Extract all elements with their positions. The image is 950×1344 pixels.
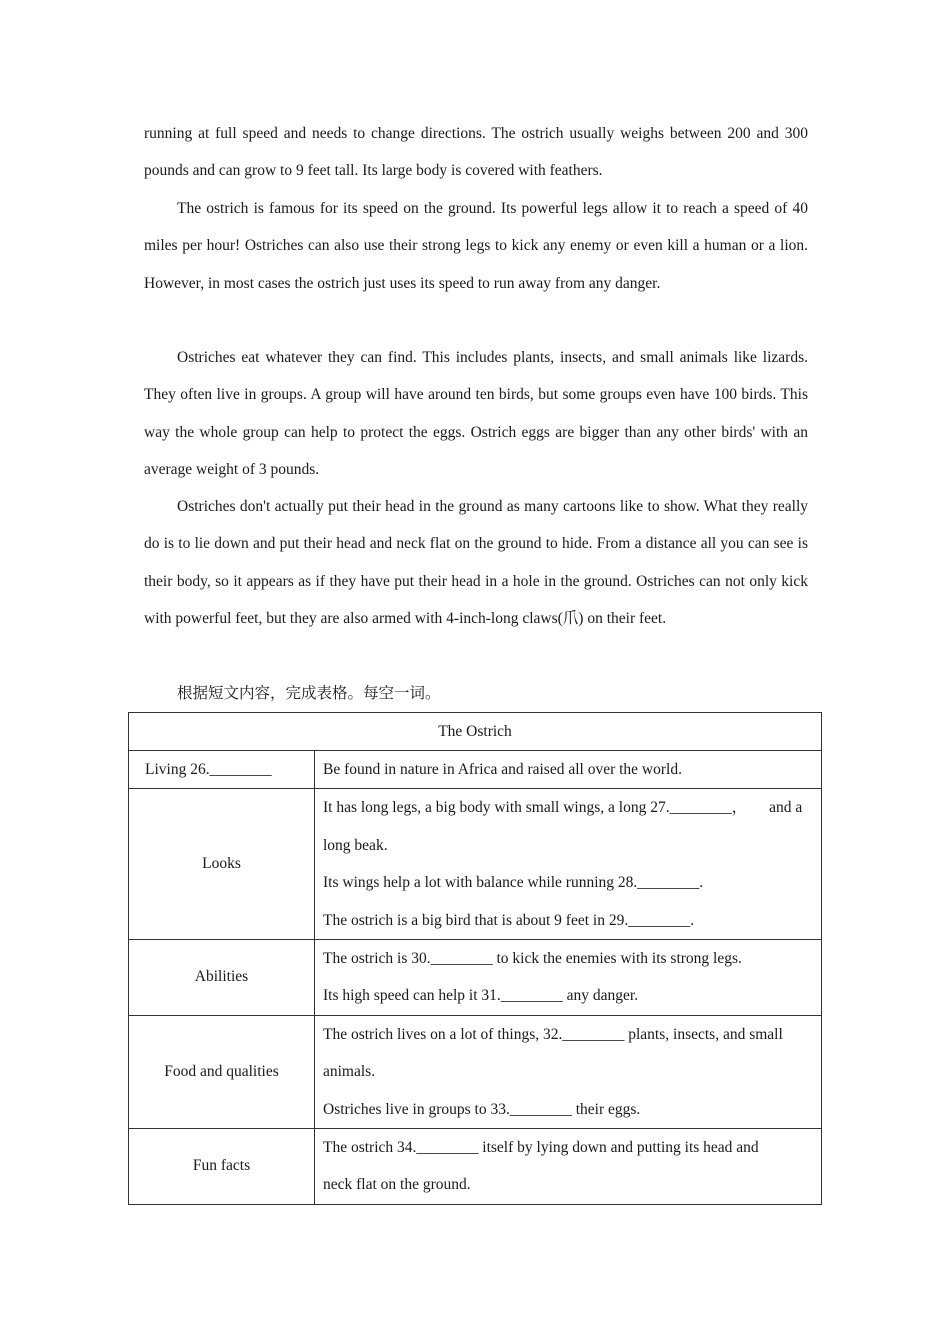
looks-line-3: Its wings help a lot with balance while running 28.________. [323,874,704,892]
row-content-fun [315,1129,822,1205]
table-row-food [129,1015,822,1128]
passage-paragraph-1: running at full speed and needs to change directions. The ostrich usually weighs between 200 and 300 pounds and can grow to 9 feet tall. Its large body is covered with feathers. [144,125,808,180]
row-content-food [315,1015,822,1128]
row-content-looks [315,789,822,940]
row-label-food: Food and qualities [129,1015,315,1128]
table-row-fun [129,1129,822,1205]
table-row-living [129,751,822,789]
row-label-looks: Looks [129,789,315,940]
row-content-living: Be found in nature in Africa and raised all over the world. [315,751,822,789]
table-row-abilities [129,940,822,1016]
ostrich-table [128,712,822,1205]
food-line-2: animals. [323,1063,376,1081]
food-line-1: The ostrich lives on a lot of things, 32.________ plants, insects, and small [323,1025,783,1043]
table-title: The Ostrich [129,713,822,751]
passage-paragraph-4: Ostriches don't actually put their head in the ground as many cartoons like to show. What they really do is to lie down and put their head and neck flat on the ground to hide. From a distance all you can see is their body, so it appears as if they have put their head in a hole in the ground. Ostriches can not only kick with powerful feet, but they are also armed with 4-inch-long claws(爪) on their feet. [144,498,808,628]
looks-line-1 [323,789,813,826]
row-label-living: Living 26.________ [129,751,315,789]
fun-line-1: The ostrich 34.________ itself by lying down and putting its head and [323,1139,759,1157]
row-label-abilities: Abilities [129,940,315,1016]
table-row-looks [129,789,822,940]
abilities-line-1: The ostrich is 30.________ to kick the enemies with its strong legs. [323,950,742,968]
row-content-abilities [315,940,822,1016]
looks-line-1a: It has long legs, a big body with small wings, a long 27.________， [323,799,748,817]
instruction: 根据短文内容，完成表格。每空一词。 [177,684,441,702]
table-title-row [129,713,822,751]
looks-line-1b: and a [769,799,803,817]
row-label-fun: Fun facts [129,1129,315,1205]
looks-line-4: The ostrich is a big bird that is about 9 feet in 29.________. [323,911,695,929]
fun-line-2: neck flat on the ground. [323,1176,471,1194]
passage-paragraph-2: The ostrich is famous for its speed on the ground. Its powerful legs allow it to reach a speed of 40 miles per hour! Ostriches can also use their strong legs to kick any enemy or even kill a human or a lion. However, in most cases the ostrich just uses its speed to run away from any danger. [144,200,808,292]
passage-paragraph-3: Ostriches eat whatever they can find. This includes plants, insects, and small animals like lizards. They often live in groups. A group will have around ten birds, but some groups even have 100 birds. This way the whole group can help to protect the eggs. Ostrich eggs are bigger than any other birds' with an average weight of 3 pounds. [144,349,808,479]
looks-line-2: long beak. [323,836,388,854]
food-line-3: Ostriches live in groups to 33.________ their eggs. [323,1100,641,1118]
abilities-line-2: Its high speed can help it 31.________ any danger. [323,987,639,1005]
